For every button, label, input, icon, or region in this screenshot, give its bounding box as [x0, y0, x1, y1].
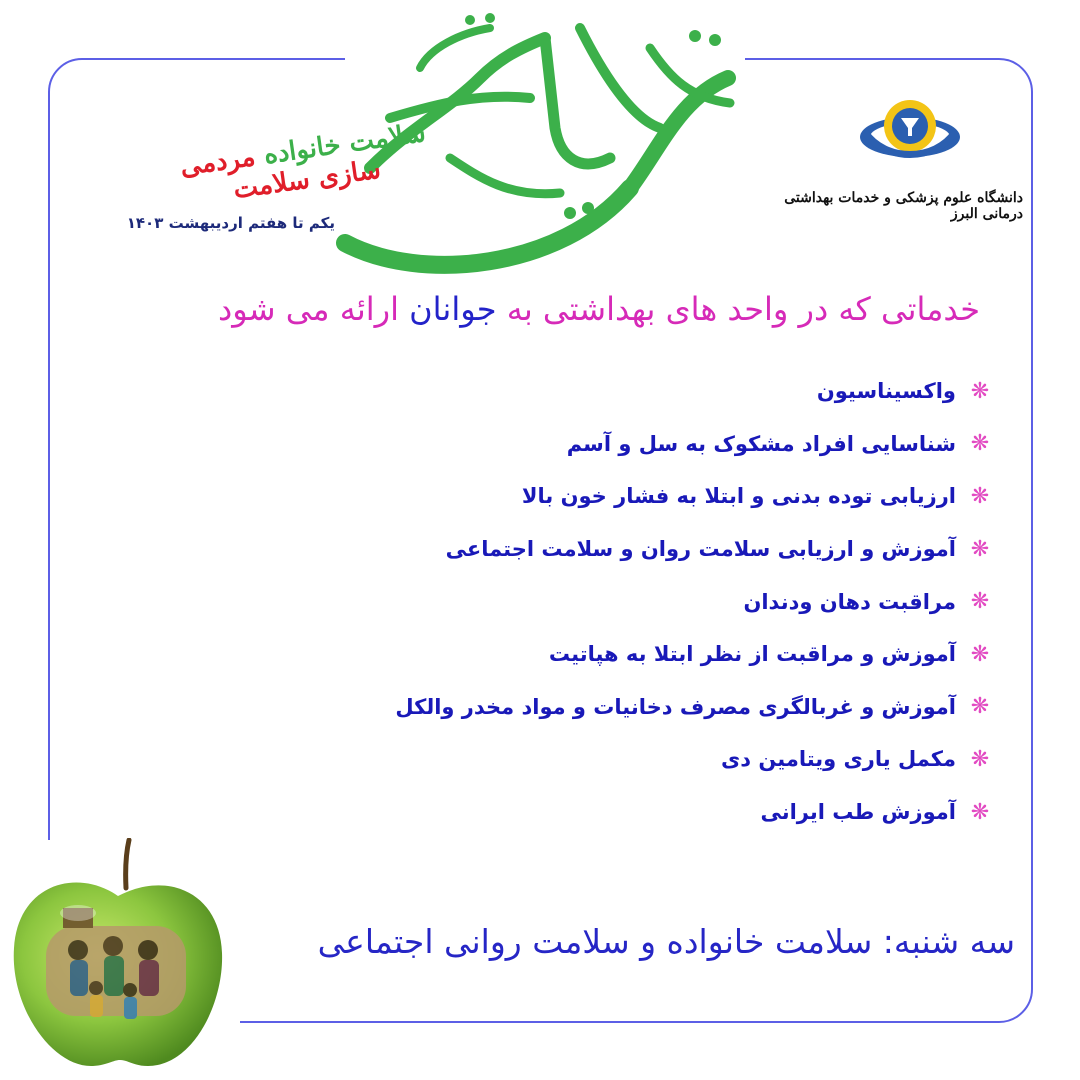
bullet-icon: ❋ [970, 589, 990, 615]
headline-highlight: جوانان [409, 290, 497, 328]
service-item [300, 365, 990, 418]
service-label: مکمل یاری ویتامین دی [721, 747, 956, 772]
service-label: آموزش و مراقبت از نظر ابتلا به هپاتیت [548, 642, 956, 667]
service-label: شناسایی افراد مشکوک به سل و آسم [566, 431, 956, 456]
bullet-icon: ❋ [970, 799, 990, 825]
service-label: آموزش و ارزیابی سلامت روان و سلامت اجتماعی [445, 537, 956, 562]
slogan-part-1: سلامت خانواده [262, 118, 428, 171]
service-item [300, 681, 990, 734]
headline [110, 284, 980, 334]
footer-day-theme: سه شنبه: سلامت خانواده و سلامت روانی اجتماعی [317, 922, 1015, 961]
service-label: آموزش طب ایرانی [760, 800, 956, 825]
service-label: مراقبت دهان ودندان [743, 589, 956, 614]
service-item [300, 733, 990, 786]
bullet-icon: ❋ [970, 694, 990, 720]
bullet-icon: ❋ [970, 378, 990, 404]
headline-part-2: ارائه می شود [217, 290, 410, 328]
services-list [300, 365, 990, 838]
service-label: واکسیناسیون [816, 379, 956, 404]
service-item [300, 786, 990, 839]
service-item [300, 575, 990, 628]
bullet-icon: ❋ [970, 431, 990, 457]
service-item [300, 523, 990, 576]
slogan-part-2: مردمی سازی سلامت [178, 142, 383, 206]
bullet-icon: ❋ [970, 483, 990, 509]
university-emblem-icon [855, 92, 965, 172]
green-apple-family-icon [8, 838, 228, 1074]
service-item [300, 418, 990, 471]
service-label: آموزش و غربالگری مصرف دخانیات و مواد مخدر والکل [395, 694, 956, 719]
bullet-icon: ❋ [970, 641, 990, 667]
bullet-icon: ❋ [970, 536, 990, 562]
service-label: ارزیابی توده بدنی و ابتلا به فشار خون بالا [521, 484, 956, 509]
headline-part-1: خدماتی که در واحد های بهداشتی به [496, 290, 980, 328]
service-item [300, 470, 990, 523]
campaign-dates: یکم تا هفتم اردیبهشت ۱۴۰۳ [126, 214, 335, 232]
service-item [300, 628, 990, 681]
bullet-icon: ❋ [970, 746, 990, 772]
university-name: دانشگاه علوم پزشکی و خدمات بهداشتی درمانی البرز [784, 190, 1023, 222]
